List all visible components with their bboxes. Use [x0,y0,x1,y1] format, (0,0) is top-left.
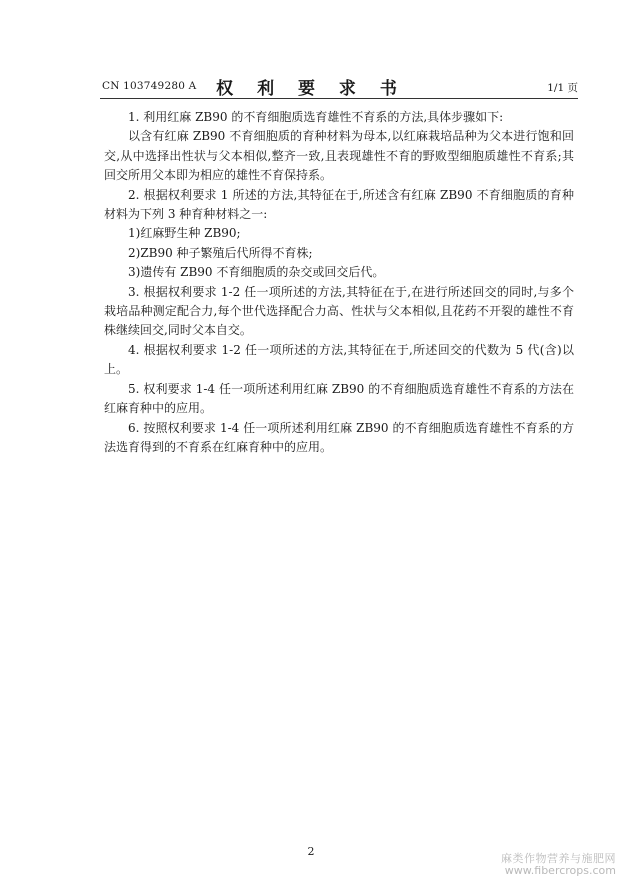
claim-2-item-1: 1)红麻野生种 ZB90; [128,226,241,241]
header-divider [100,98,578,99]
page-indicator: 1/1 页 [547,82,578,94]
patent-number: CN 103749280 A [102,80,197,92]
claim-3: 3. 根据权利要求 1-2 任一项所述的方法,其特征在于,在进行所述回交的同时,与多个栽培品种测定配合力,每个世代选择配合力高、性状与父本相似,且花药不开裂的雄性不育株继续回交,同时父本自交。 [104,284,574,338]
claim-2: 2. 根据权利要求 1 所述的方法,其特征在于,所述含有红麻 ZB90 不育细胞质的育种材料为下列 3 种育种材料之一: [104,187,574,222]
watermark-site-name: 麻类作物营养与施肥网 [501,852,616,865]
claim-1: 1. 利用红麻 ZB90 的不育细胞质选育雄性不育系的方法,具体步骤如下: [128,110,504,124]
claim-5: 5. 权利要求 1-4 任一项所述利用红麻 ZB90 的不育细胞质选育雄性不育系的方法在红麻育种中的应用。 [104,381,574,416]
claim-2-item-2: 2)ZB90 种子繁殖后代所得不育株; [128,245,313,260]
watermark-url: www.fibercrops.com [504,864,616,877]
page-number: 2 [307,845,315,858]
claim-1-detail: 以含有红麻 ZB90 不育细胞质的育种材料为母本,以红麻栽培品种为父本进行饱和回交,从中选择出性状与父本相似,整齐一致,且表现雄性不育的野败型细胞质雄性不育系;其回交所用父本即为相应的雄性不育保持系。 [104,129,574,183]
page-title: 权 利 要 求 书 [216,79,406,99]
claim-2-item-3: 3)遗传有 ZB90 不育细胞质的杂交或回交后代。 [128,265,385,280]
claim-6: 6. 按照权利要求 1-4 任一项所述利用红麻 ZB90 的不育细胞质选育雄性不育系的方法选育得到的不育系在红麻育种中的应用。 [104,420,574,454]
claims-body [104,108,574,457]
claim-4: 4. 根据权利要求 1-2 任一项所述的方法,其特征在于,所述回交的代数为 5 代(含)以上。 [104,342,574,377]
